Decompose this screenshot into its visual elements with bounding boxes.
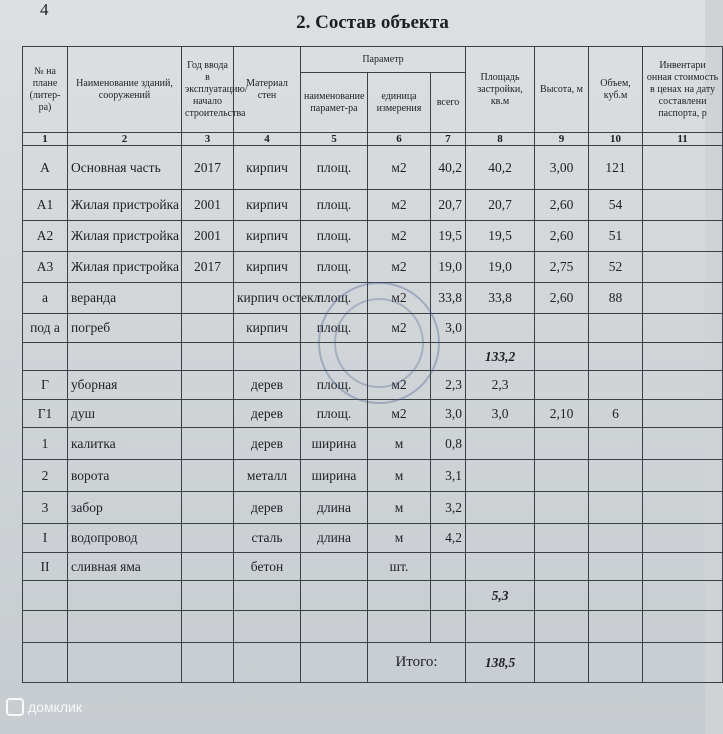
cell-param: площ. xyxy=(301,221,368,252)
cell-height: 2,60 xyxy=(535,221,589,252)
cell-mat: металл xyxy=(234,460,301,492)
empty-cell xyxy=(23,643,68,683)
cell-height: 2,10 xyxy=(535,400,589,428)
cell-area xyxy=(466,492,535,524)
cell-mat: кирпич xyxy=(234,314,301,343)
cell-year xyxy=(182,371,234,400)
cell-year xyxy=(182,460,234,492)
header-parameter: Параметр xyxy=(301,47,466,73)
cell-lit: А2 xyxy=(23,221,68,252)
total-row xyxy=(23,643,723,683)
cell-year: 2017 xyxy=(182,146,234,190)
header-total: всего xyxy=(431,73,466,133)
column-number: 9 xyxy=(535,133,589,146)
cell-cost xyxy=(643,524,723,553)
cell-name: сливная яма xyxy=(68,553,182,581)
table-row xyxy=(23,460,723,492)
cell-unit: м xyxy=(368,524,431,553)
table-row xyxy=(23,190,723,221)
cell-area: 3,0 xyxy=(466,400,535,428)
cell-cost xyxy=(643,460,723,492)
cell-total: 3,0 xyxy=(431,314,466,343)
cell-area: 2,3 xyxy=(466,371,535,400)
cell-mat: кирпич остекл xyxy=(234,283,301,314)
cell-area: 40,2 xyxy=(466,146,535,190)
cell-total: 3,1 xyxy=(431,460,466,492)
cell-lit: а xyxy=(23,283,68,314)
cell-volume xyxy=(589,314,643,343)
cell-cost xyxy=(643,190,723,221)
empty-cell xyxy=(68,643,182,683)
cell-mat: дерев xyxy=(234,400,301,428)
header-year: Год ввода в эксплуатацию/ начало строительства xyxy=(182,47,234,133)
table-body xyxy=(23,146,723,683)
cell-name: уборная xyxy=(68,371,182,400)
cell-lit: Г1 xyxy=(23,400,68,428)
cell-year xyxy=(182,283,234,314)
cell-mat: бетон xyxy=(234,553,301,581)
cell-lit: II xyxy=(23,553,68,581)
cell-name: душ xyxy=(68,400,182,428)
cell-height xyxy=(535,524,589,553)
cell-param xyxy=(301,343,368,371)
cell-mat: дерев xyxy=(234,492,301,524)
cell-area: 133,2 xyxy=(466,343,535,371)
cell-unit: м2 xyxy=(368,146,431,190)
cell-volume: 54 xyxy=(589,190,643,221)
cell-mat: кирпич xyxy=(234,146,301,190)
cell-name: Жилая пристройка xyxy=(68,190,182,221)
cell-volume xyxy=(589,581,643,611)
cell-height xyxy=(535,581,589,611)
cell-name: калитка xyxy=(68,428,182,460)
cell-param: площ. xyxy=(301,252,368,283)
cell-volume xyxy=(589,553,643,581)
cell-volume xyxy=(589,343,643,371)
cell-area xyxy=(466,428,535,460)
cell-total: 19,5 xyxy=(431,221,466,252)
cell-area xyxy=(466,460,535,492)
cell-volume xyxy=(589,611,643,643)
cell-param: площ. xyxy=(301,400,368,428)
cell-name xyxy=(68,611,182,643)
table-row xyxy=(23,314,723,343)
cell-unit: м xyxy=(368,428,431,460)
cell-year: 2017 xyxy=(182,252,234,283)
cell-unit: м xyxy=(368,460,431,492)
cell-year xyxy=(182,343,234,371)
cell-mat xyxy=(234,581,301,611)
cell-cost xyxy=(643,553,723,581)
cell-mat: кирпич xyxy=(234,221,301,252)
cell-total: 4,2 xyxy=(431,524,466,553)
cell-height xyxy=(535,371,589,400)
cell-mat xyxy=(234,611,301,643)
cell-height xyxy=(535,553,589,581)
cell-mat: дерев xyxy=(234,371,301,400)
cell-name: забор xyxy=(68,492,182,524)
column-number: 7 xyxy=(431,133,466,146)
cell-total: 33,8 xyxy=(431,283,466,314)
cell-height xyxy=(535,492,589,524)
cell-name: водопровод xyxy=(68,524,182,553)
cell-area: 33,8 xyxy=(466,283,535,314)
column-number: 5 xyxy=(301,133,368,146)
header-lit: № на плане (литер-ра) xyxy=(23,47,68,133)
cell-name xyxy=(68,343,182,371)
cell-volume xyxy=(589,460,643,492)
cell-unit: шт. xyxy=(368,553,431,581)
column-number: 2 xyxy=(68,133,182,146)
cell-unit: м2 xyxy=(368,221,431,252)
cell-total: 19,0 xyxy=(431,252,466,283)
watermark-text: домклик xyxy=(28,699,82,715)
cell-lit xyxy=(23,343,68,371)
cell-height: 2,60 xyxy=(535,283,589,314)
table-row xyxy=(23,581,723,611)
cell-volume: 121 xyxy=(589,146,643,190)
cell-cost xyxy=(643,283,723,314)
cell-height xyxy=(535,343,589,371)
cell-volume xyxy=(589,492,643,524)
cell-total xyxy=(431,581,466,611)
cell-lit: А xyxy=(23,146,68,190)
cell-unit: м xyxy=(368,492,431,524)
column-number: 4 xyxy=(234,133,301,146)
empty-cell xyxy=(643,643,723,683)
cell-param xyxy=(301,611,368,643)
cell-lit: 2 xyxy=(23,460,68,492)
cell-lit: А3 xyxy=(23,252,68,283)
cell-year xyxy=(182,314,234,343)
cell-height xyxy=(535,428,589,460)
cell-name: погреб xyxy=(68,314,182,343)
cell-cost xyxy=(643,492,723,524)
cell-total: 20,7 xyxy=(431,190,466,221)
cell-cost xyxy=(643,314,723,343)
cell-year xyxy=(182,524,234,553)
cell-total xyxy=(431,553,466,581)
empty-cell xyxy=(234,643,301,683)
empty-cell xyxy=(589,643,643,683)
table-row xyxy=(23,252,723,283)
cell-total: 3,2 xyxy=(431,492,466,524)
cell-area: 5,3 xyxy=(466,581,535,611)
cell-param: ширина xyxy=(301,428,368,460)
total-value: 138,5 xyxy=(466,643,535,683)
table-row xyxy=(23,524,723,553)
cell-year xyxy=(182,492,234,524)
empty-cell xyxy=(535,643,589,683)
cell-lit: А1 xyxy=(23,190,68,221)
cell-unit xyxy=(368,611,431,643)
header-unit: единица измерения xyxy=(368,73,431,133)
total-label: Итого: xyxy=(368,643,466,683)
cell-name xyxy=(68,581,182,611)
cell-lit: 1 xyxy=(23,428,68,460)
cell-lit: Г xyxy=(23,371,68,400)
cell-total: 40,2 xyxy=(431,146,466,190)
header-param-name: наименование парамет-ра xyxy=(301,73,368,133)
cell-height xyxy=(535,460,589,492)
cell-area: 20,7 xyxy=(466,190,535,221)
cell-volume: 6 xyxy=(589,400,643,428)
column-number: 10 xyxy=(589,133,643,146)
header-height: Высота, м xyxy=(535,47,589,133)
cell-area xyxy=(466,611,535,643)
cell-param: площ. xyxy=(301,371,368,400)
cell-unit: м2 xyxy=(368,400,431,428)
cell-lit: 3 xyxy=(23,492,68,524)
cell-total: 2,3 xyxy=(431,371,466,400)
cell-volume xyxy=(589,428,643,460)
cell-volume xyxy=(589,524,643,553)
cell-unit: м2 xyxy=(368,283,431,314)
header-volume: Объем, куб.м xyxy=(589,47,643,133)
cell-area: 19,0 xyxy=(466,252,535,283)
cell-name: ворота xyxy=(68,460,182,492)
cell-param: площ. xyxy=(301,146,368,190)
cell-param: длина xyxy=(301,524,368,553)
cell-area xyxy=(466,553,535,581)
domclick-watermark xyxy=(6,698,82,716)
page-number: 4 xyxy=(40,0,49,19)
cell-height: 2,60 xyxy=(535,190,589,221)
table-row xyxy=(23,371,723,400)
cell-lit xyxy=(23,581,68,611)
cell-year: 2001 xyxy=(182,221,234,252)
cell-height: 2,75 xyxy=(535,252,589,283)
cell-param: ширина xyxy=(301,460,368,492)
cell-cost xyxy=(643,611,723,643)
cell-name: веранда xyxy=(68,283,182,314)
cell-param: длина xyxy=(301,492,368,524)
column-number: 8 xyxy=(466,133,535,146)
cell-total xyxy=(431,611,466,643)
cell-height xyxy=(535,314,589,343)
cell-name: Жилая пристройка xyxy=(68,252,182,283)
cell-name: Основная часть xyxy=(68,146,182,190)
cell-cost xyxy=(643,400,723,428)
table-row xyxy=(23,343,723,371)
header-name: Наименование зданий, сооружений xyxy=(68,47,182,133)
header-material: Материал стен xyxy=(234,47,301,133)
cell-cost xyxy=(643,343,723,371)
cell-name: Жилая пристройка xyxy=(68,221,182,252)
cell-volume xyxy=(589,371,643,400)
cell-lit xyxy=(23,611,68,643)
cell-unit: м2 xyxy=(368,190,431,221)
table-row xyxy=(23,221,723,252)
header-area: Площадь застройки, кв.м xyxy=(466,47,535,133)
cell-year: 2001 xyxy=(182,190,234,221)
cell-year xyxy=(182,400,234,428)
column-number: 3 xyxy=(182,133,234,146)
cell-total: 3,0 xyxy=(431,400,466,428)
object-composition-table xyxy=(22,46,723,683)
header-cost: Инвентари онная стоимость в ценах на дату составлени паспорта, р xyxy=(643,47,723,133)
cell-lit: под а xyxy=(23,314,68,343)
column-number: 6 xyxy=(368,133,431,146)
section-title: 2. Состав объекта xyxy=(296,12,449,33)
cell-unit: м2 xyxy=(368,252,431,283)
table-row xyxy=(23,400,723,428)
cell-height xyxy=(535,611,589,643)
cell-year xyxy=(182,581,234,611)
cell-unit: м2 xyxy=(368,314,431,343)
table-row xyxy=(23,146,723,190)
cell-lit: I xyxy=(23,524,68,553)
cell-total: 0,8 xyxy=(431,428,466,460)
cell-mat: дерев xyxy=(234,428,301,460)
cell-param: площ. xyxy=(301,314,368,343)
cell-year xyxy=(182,553,234,581)
cell-volume: 88 xyxy=(589,283,643,314)
cell-year xyxy=(182,428,234,460)
cell-total xyxy=(431,343,466,371)
column-number: 11 xyxy=(643,133,723,146)
cell-unit: м2 xyxy=(368,371,431,400)
cell-mat: кирпич xyxy=(234,252,301,283)
cell-param xyxy=(301,553,368,581)
cell-area xyxy=(466,314,535,343)
table-row xyxy=(23,611,723,643)
cell-mat xyxy=(234,343,301,371)
cell-volume: 51 xyxy=(589,221,643,252)
empty-cell xyxy=(301,643,368,683)
table-row xyxy=(23,428,723,460)
cell-area: 19,5 xyxy=(466,221,535,252)
cell-height: 3,00 xyxy=(535,146,589,190)
table-row xyxy=(23,283,723,314)
cell-area xyxy=(466,524,535,553)
cell-mat: кирпич xyxy=(234,190,301,221)
cell-unit xyxy=(368,581,431,611)
empty-cell xyxy=(182,643,234,683)
column-number-row xyxy=(23,133,723,146)
cell-cost xyxy=(643,146,723,190)
cell-mat: сталь xyxy=(234,524,301,553)
cell-cost xyxy=(643,581,723,611)
cell-cost xyxy=(643,221,723,252)
cell-year xyxy=(182,611,234,643)
cell-cost xyxy=(643,252,723,283)
table-row xyxy=(23,553,723,581)
cell-cost xyxy=(643,371,723,400)
domclick-logo-icon xyxy=(6,698,24,716)
cell-unit xyxy=(368,343,431,371)
cell-volume: 52 xyxy=(589,252,643,283)
cell-param xyxy=(301,581,368,611)
table-row xyxy=(23,492,723,524)
column-number: 1 xyxy=(23,133,68,146)
cell-param: площ. xyxy=(301,283,368,314)
cell-cost xyxy=(643,428,723,460)
cell-param: площ. xyxy=(301,190,368,221)
